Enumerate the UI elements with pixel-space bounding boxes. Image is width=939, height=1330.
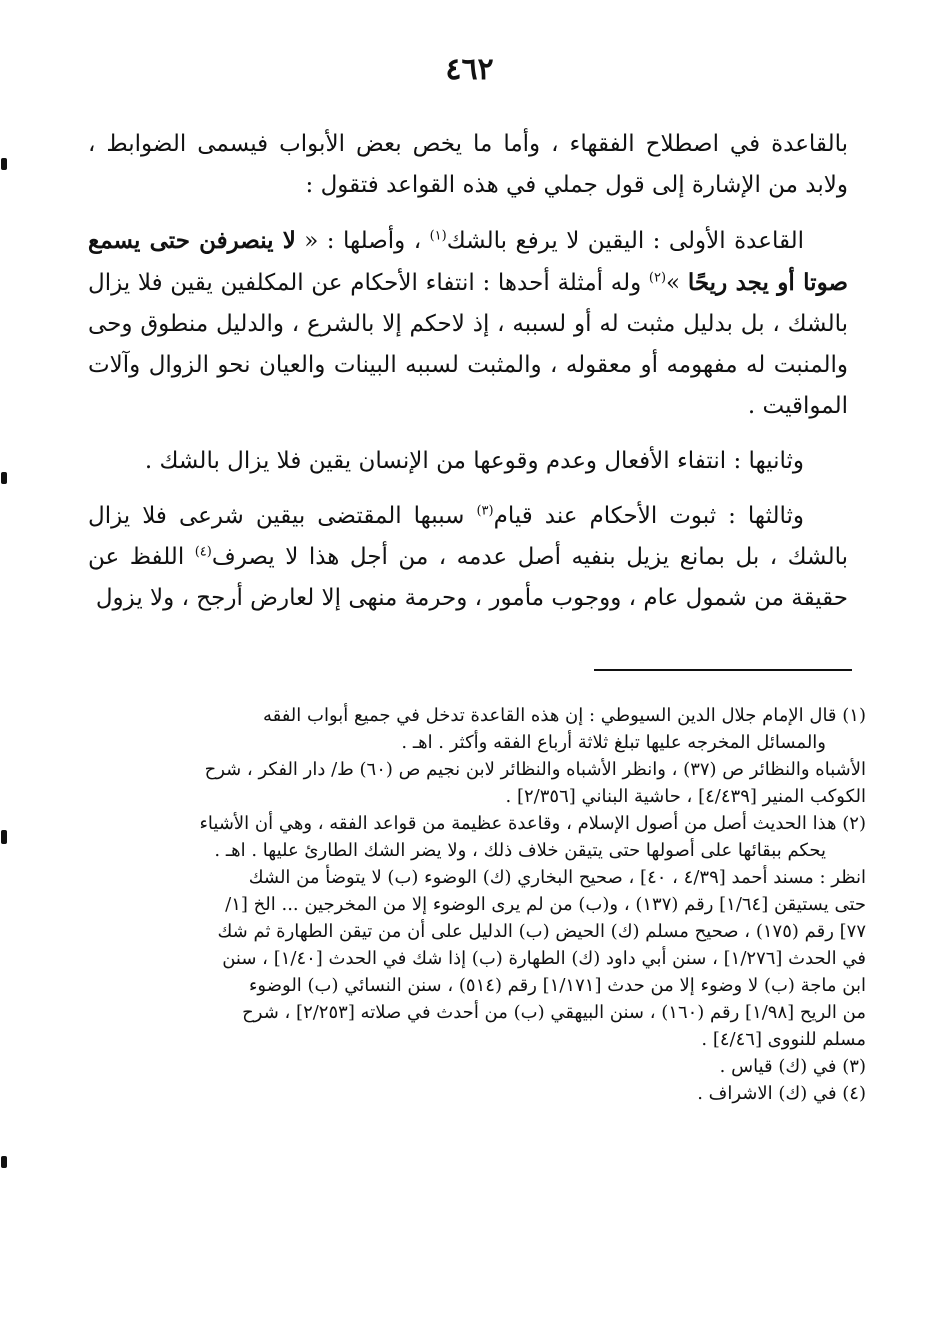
footnote-line: في الحدث [١/٢٧٦] ، سنن أبي داود (ك) الطهارة (ب) إذا شك في الحدث [١/٤٠] ، سنن xyxy=(222,948,866,969)
footnote-line: ابن ماجة (ب) لا وضوء إلا من حدث [١/١٧١] رقم (٥١٤) ، سنن النسائي (ب) الوضوء xyxy=(248,975,866,996)
page-number: ٤٦٢ xyxy=(445,52,494,87)
footnote-line: انظر : مسند أحمد [٤/٣٩ ، ٤٠] ، صحيح البخاري (ك) الوضوء (ب) لا يتوضأ من الشك xyxy=(248,867,866,888)
footnote-ref-2: (٢) xyxy=(648,270,667,286)
main-text xyxy=(88,124,848,619)
footnote-line: من الريح [١/٩٨] رقم (١٦٠) ، سنن البيهقي (ب) من أحدث في صلاته [٢/٢٥٣] ، شرح xyxy=(242,1002,866,1023)
footnote-line: الأشباه والنظائر ص (٣٧) ، وانظر الأشباه والنظائر لابن نجيم ص (٦٠) ط/ دار الفكر ، شرح xyxy=(204,759,866,780)
footnote-ref-4: (٤) xyxy=(194,544,212,560)
footnote-1 xyxy=(98,702,866,810)
hadith-quote: لا ينصرفن حتى يسمع صوتا أو يجد ريحًا xyxy=(88,227,848,296)
footnote-2 xyxy=(98,810,866,1053)
rule-one-lead: القاعدة الأولى : اليقين لا يرفع بالشك xyxy=(446,228,805,254)
third-end: اللفظ عن حقيقة من شمول عام ، ووجوب مأمور ، وحرمة منهى إلا لعارض أرجح ، ولا يزول xyxy=(88,544,848,611)
footnote-line: ٧٧] رقم (١٧٥) ، صحيح مسلم (ك) الحيض (ب) الدليل على أن من تيقن الطهارة ثم شك xyxy=(217,921,866,942)
footnote-ref-3: (٣) xyxy=(476,503,494,519)
scan-edge-mark xyxy=(1,158,7,170)
footnote-line: مسلم للنووى [٤/٤٦] . xyxy=(701,1029,866,1050)
rule-one-examples: وله أمثلة أحدها : انتفاء الأحكام عن المكلفين يقين فلا يزال بالشك ، بل بدليل مثبت له أو لسببه ، إذ لاحكم إلا بالشرع ، والدليل منطوق وحى والمنبت له مفهومه أو معقوله ، والمثبت لسببه البينات والعيان نحو الزوال وآلات المواقيت . xyxy=(88,270,848,419)
footnote-ref-1: (١) xyxy=(429,228,447,244)
scan-edge-mark xyxy=(1,1156,7,1168)
footnote-line: حتى يستيقن [١/٦٤] رقم (١٣٧) ، و(ب) من لم يرى الوضوء إلا من المخرجين ... الخ [١/ xyxy=(225,894,866,915)
footnote-divider xyxy=(594,669,852,671)
footnote-line: الكوكب المنير [٤/٤٣٩] ، حاشية البناني [٢/٣٥٦] . xyxy=(505,786,866,807)
scan-edge-mark xyxy=(1,472,7,484)
second-paragraph xyxy=(88,441,848,482)
footnotes xyxy=(98,702,866,1107)
hadith-close: » xyxy=(666,270,688,296)
footnote-4: (٤) في (ك) الاشراف . xyxy=(697,1083,866,1104)
intro-paragraph: بالقاعدة في اصطلاح الفقهاء ، وأما ما يخص بعض الأبواب فيسمى الضوابط ، ولابد من الإشارة إلى قول جملي في هذه القواعد فتقول : xyxy=(88,131,848,198)
footnote-line: والمسائل المخرجه عليها تبلغ ثلاثة أرباع الفقه وأكثر . اهـ . xyxy=(401,732,826,753)
footnote-line: (١) قال الإمام جلال الدين السيوطي : إن هذه القاعدة تدخل في جميع أبواب الفقه xyxy=(262,705,866,726)
second-text: وثانيها : انتفاء الأفعال وعدم وقوعها من الإنسان يقين فلا يزال بالشك . xyxy=(144,448,804,474)
third-lead: وثالثها : ثبوت الأحكام عند قيام xyxy=(493,503,804,529)
third-middle: سببها المقتضى بيقين شرعى فلا يزال بالشك ، بل بمانع يزيل بنفيه أصل عدمه ، من أجل هذا لا يصرف xyxy=(88,503,848,570)
scan-edge-mark xyxy=(1,830,7,844)
third-paragraph xyxy=(88,496,848,619)
footnote-line: (٢) هذا الحديث أصل من أصول الإسلام ، وقاعدة عظيمة من قواعد الفقه ، وهي أن الأشياء xyxy=(199,813,866,834)
footnote-3: (٣) في (ك) قياس . xyxy=(719,1056,866,1077)
rule-one-paragraph xyxy=(88,220,848,427)
rule-one-origin: ، وأصلها : « xyxy=(295,228,430,254)
footnote-line: يحكم ببقائها على أصولها حتى يتيقن خلاف ذلك ، ولا يضر الشك الطارئ عليها . اهـ . xyxy=(214,840,826,861)
